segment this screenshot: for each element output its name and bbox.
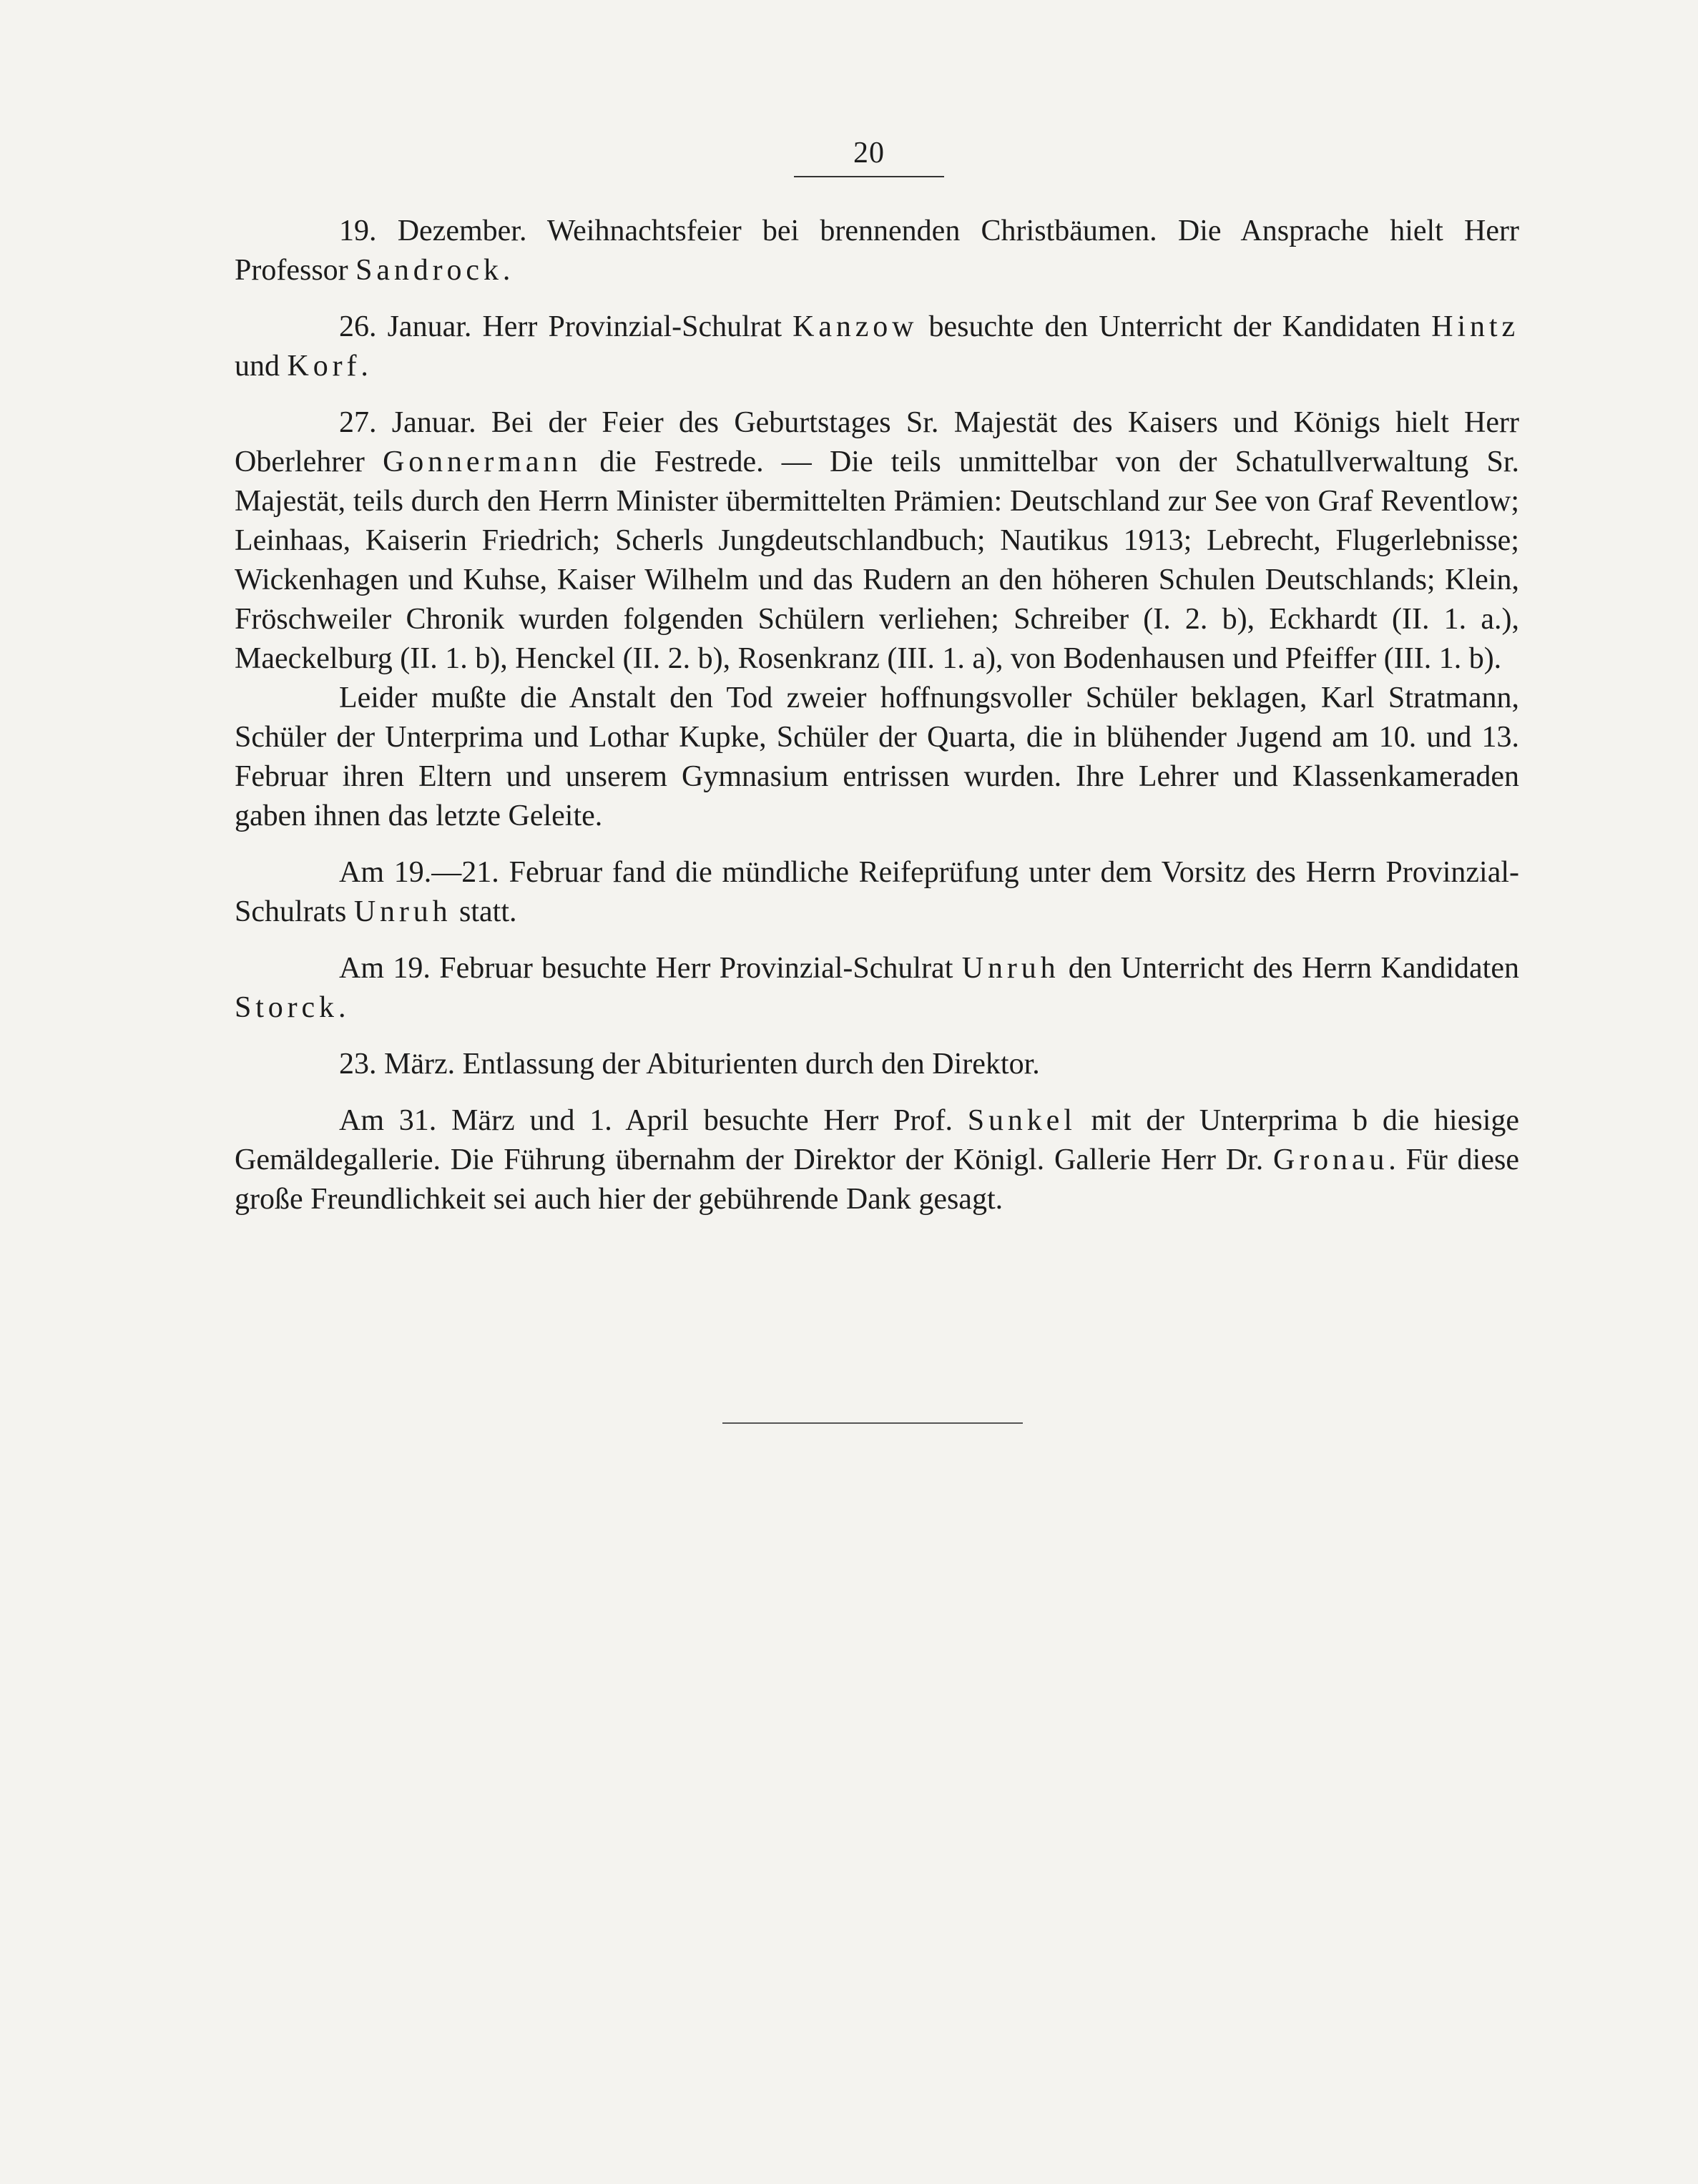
- text-run: .: [502, 254, 511, 287]
- text-run: 26. Januar. Herr Provinzial-Schulrat: [339, 310, 793, 343]
- text-run: Am 19. Februar besuchte Herr Provinzial-Schulrat: [339, 952, 962, 985]
- page-number-rule: [794, 176, 944, 177]
- text-run: . Für diese große Freundlichkeit sei auch hier der gebührende Dank gesagt.: [235, 1143, 1519, 1216]
- text-run: den Unterricht des Herrn Kandidaten: [1059, 952, 1519, 985]
- person-name: Unruh: [353, 895, 452, 928]
- text-run: Leider mußte die Anstalt den Tod zweier hoffnungsvoller Schüler beklagen, Karl Stratmann, Schüler der Unterprima und Lothar Kupke, Schüler der Quarta, die in blühender Jugend am 10. und 13. Februar ihren Eltern und unserem Gymnasium entrissen wurden. Ihre Lehrer und Klassenkameraden gaben ihnen das letzte Geleite.: [235, 682, 1519, 832]
- paragraph-27-januar: [235, 403, 1519, 679]
- text-run: statt.: [451, 895, 517, 928]
- text-run: die Festrede. — Die teils unmittelbar von der Schatullverwaltung Sr. Majestät, teils durch den Herrn Minister übermittelten Prämien: Deutschland zur See von Graf Reventlow; Leinhaas, Kaiserin Friedrich; Scherls Jungdeutschlandbuch; Nautikus 1913; Lebrecht, Flugerlebnisse; Wickenhagen und Kuhse, Kaiser Wilhelm und das Rudern an den höheren Schulen Deutschlands; Klein, Fröschweiler Chronik wurden folgenden Schülern verliehen; Schreiber (I. 2. b), Eckhardt (II. 1. a.), Maeckelburg (II. 1. b), Henckel (II. 2. b), Rosenkranz (III. 1. a), von Bodenhausen und Pfeiffer (III. 1. b).: [235, 446, 1519, 675]
- section-end-rule: [722, 1422, 1023, 1424]
- person-name: Gonnermann: [383, 446, 582, 478]
- person-name: Sandrock: [355, 254, 503, 287]
- page-number: 20: [853, 137, 885, 169]
- person-name: Storck: [235, 991, 338, 1024]
- paragraph-31-maerz: [235, 1101, 1519, 1219]
- person-name: Hintz: [1431, 310, 1519, 343]
- text-run: Am 19.—21. Februar fand die mündliche Reifeprüfung unter dem Vorsitz des Herrn Provinzial-Schulrats: [235, 856, 1519, 928]
- text-run: .: [338, 991, 346, 1024]
- text-run: Am 31. März und 1. April besuchte Herr Prof.: [339, 1104, 968, 1137]
- text-run: besuchte den Unterricht der Kandidaten: [918, 310, 1432, 343]
- paragraph-19-februar: [235, 949, 1519, 1028]
- person-name: Unruh: [961, 952, 1060, 985]
- paragraph-todesfall: [235, 679, 1519, 836]
- person-name: Sunkel: [967, 1104, 1076, 1137]
- text-run: 23. März. Entlassung der Abiturienten durch den Direktor.: [339, 1048, 1040, 1081]
- paragraph-reifepruefung: [235, 853, 1519, 932]
- body-text: [235, 212, 1519, 1236]
- paragraph-23-maerz: [235, 1045, 1519, 1084]
- text-run: 19. Dezember. Weihnachtsfeier bei brennenden Christbäumen. Die Ansprache hielt Herr Professor: [235, 215, 1519, 287]
- text-run: und: [235, 350, 288, 383]
- text-run: .: [360, 350, 368, 383]
- person-name: Gronau: [1273, 1143, 1389, 1176]
- person-name: Korf: [287, 350, 361, 383]
- text-run: mit der Unterprima b die hiesige Gemäldegallerie. Die Führung übernahm der Direktor der Königl. Gallerie Herr Dr.: [235, 1104, 1519, 1176]
- person-name: Kanzow: [792, 310, 918, 343]
- text-run: 27. Januar. Bei der Feier des Geburtstages Sr. Majestät des Kaisers und Königs hielt Herr Oberlehrer: [235, 406, 1519, 478]
- paragraph-26-januar: [235, 308, 1519, 386]
- paragraph-19-dezember: [235, 212, 1519, 290]
